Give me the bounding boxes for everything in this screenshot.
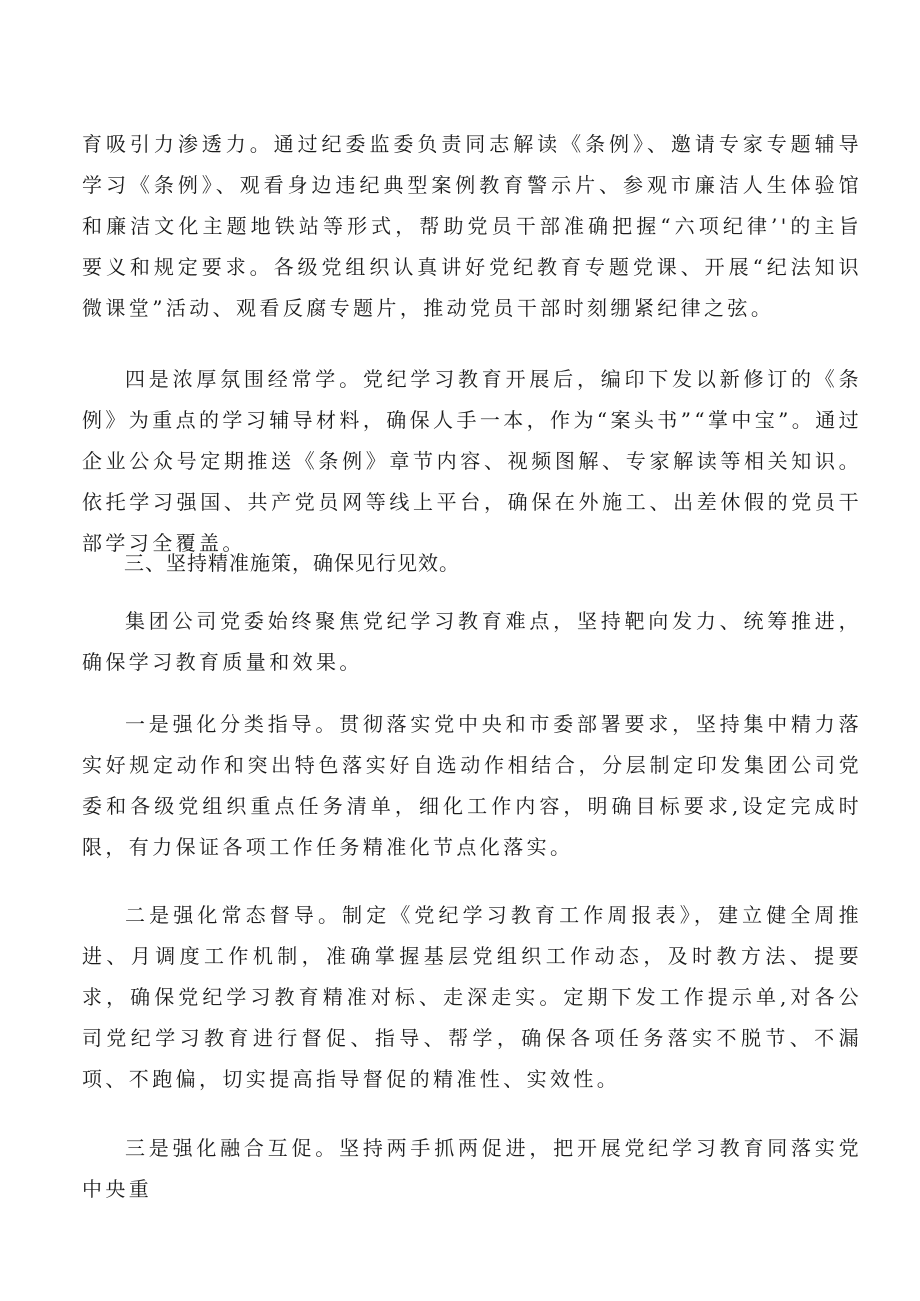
paragraph-item-four: 四是浓厚氛围经常学。党纪学习教育开展后，编印下发以新修订的《条例》为重点的学习辅导材料，确保人手一本，作为“案头书”“掌中宝”。通过企业公众号定期推送《条例》章节内容、视频图解、专家解读等相关知识。依托学习强国、共产党员网等线上平台，确保在外施工、出差休假的党员干部学习全覆盖。 xyxy=(82,367,862,555)
paragraph-section-intro: 集团公司党委始终聚焦党纪学习教育难点，坚持靶向发力、统筹推进，确保学习教育质量和效果。 xyxy=(82,609,862,674)
paragraph-item-one: 一是强化分类指导。贯彻落实党中央和市委部署要求，坚持集中精力落实好规定动作和突出特色落实好自选动作相结合，分层制定印发集团公司党委和各级党组织重点任务清单，细化工作内容，明确目标要求,设定完成时限，有力保证各项工作任务精准化节点化落实。 xyxy=(82,712,862,859)
paragraph-item-three: 三是强化融合互促。坚持两手抓两促进，把开展党纪学习教育同落实党中央重 xyxy=(82,1136,862,1201)
paragraph-item-two: 二是强化常态督导。制定《党纪学习教育工作周报表》，建立健全周推进、月调度工作机制，准确掌握基层党组织工作动态，及时教方法、提要求，确保党纪学习教育精准对标、走深走实。定期下发工作提示单,对各公司党纪学习教育进行督促、指导、帮学，确保各项任务落实不脱节、不漏项、不跑偏，切实提高指导督促的精准性、实效性。 xyxy=(82,903,862,1091)
section-heading-three: 三、坚持精准施策，确保见行见效。 xyxy=(124,551,460,575)
paragraph-continuation: 育吸引力渗透力。通过纪委监委负责同志解读《条例》、邀请专家专题辅导学习《条例》、观看身边违纪典型案例教育警示片、参观市廉洁人生体验馆和廉洁文化主题地铁站等形式，帮助党员干部准确把握“六项纪律’'的主旨要义和规定要求。各级党组织认真讲好党纪教育专题党课、开展“纪法知识微课堂”活动、观看反腐专题片，推动党员干部时刻绷紧纪律之弦。 xyxy=(82,132,862,320)
